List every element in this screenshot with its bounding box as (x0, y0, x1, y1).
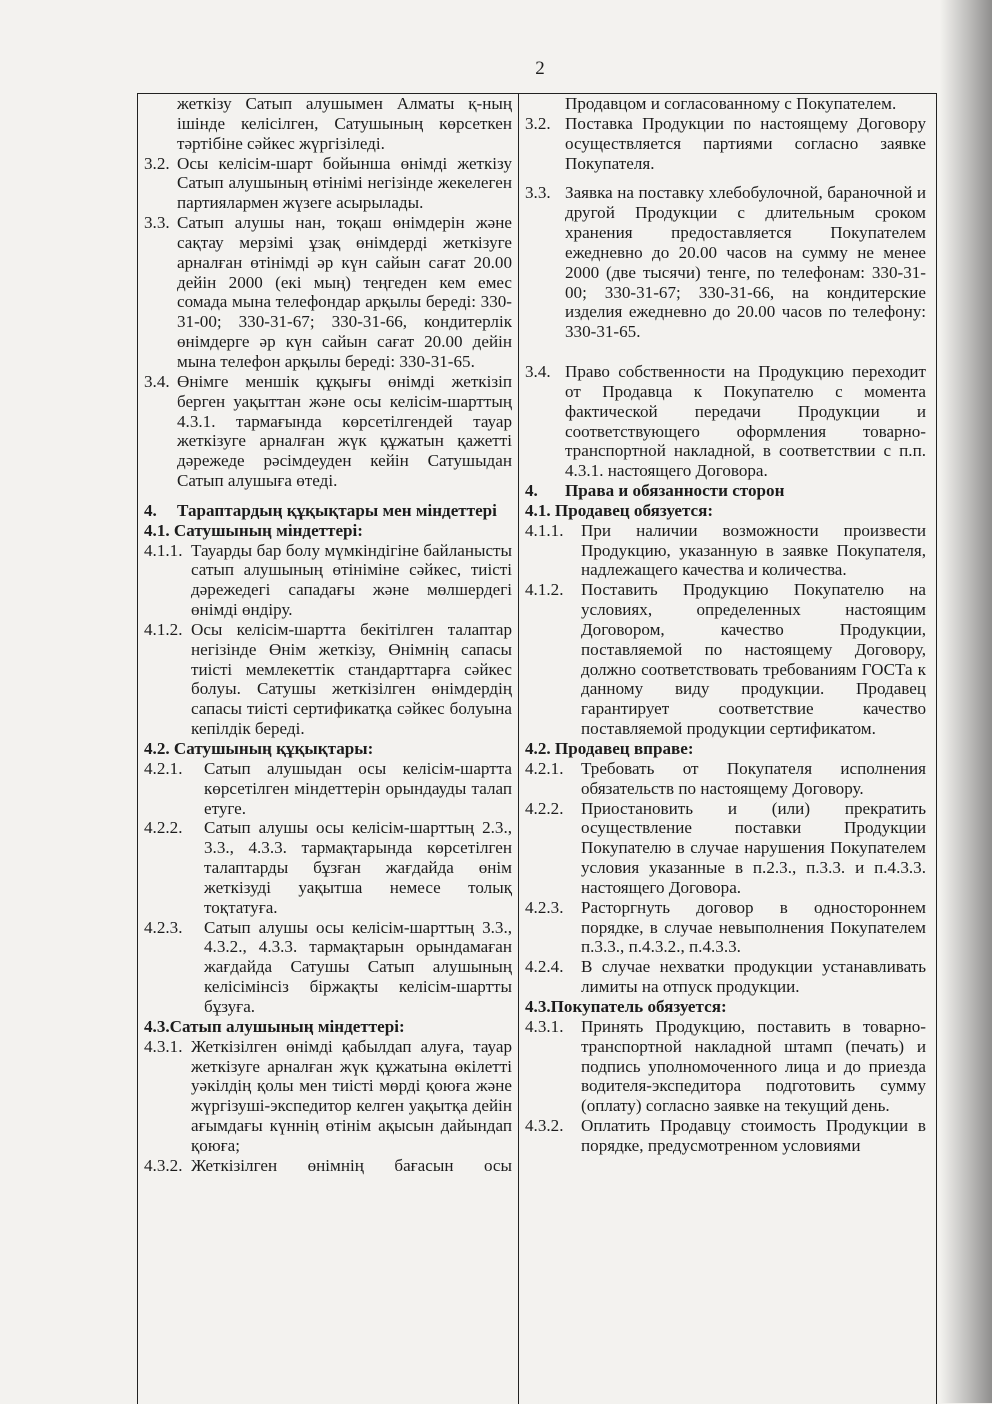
clause-number: 4.2.2. (525, 798, 564, 818)
clause-number: 4.2.1. (144, 758, 183, 778)
section-number: 4. (144, 500, 157, 520)
clause-4-2-3 (525, 898, 926, 958)
clause-text: Право собственности на Продукцию переходит от Продавца к Покупателю с момента фактической передачи Продукции и соответствующего оформления товарно-транспортной накладной, в соответствии с п.п. 4.3.1. настоящего Договора. (565, 361, 926, 481)
clause-text: Оплатить Продавцу стоимость Продукции в порядке, предусмотренном условиями (581, 1116, 926, 1155)
clause-4-1-2 (525, 580, 926, 739)
clause-number: 4.2.2. (144, 818, 183, 838)
clause-4-1-1 (144, 541, 512, 620)
subsection-4-2-heading: 4.2. Продавец вправе: (525, 739, 694, 758)
clause-4-2-2 (144, 818, 512, 917)
clause-4-1-1 (525, 521, 926, 581)
clause-text: Тауарды бар болу мүмкіндігіне байланысты сатып алушының өтініміне сәйкес, тиісті дәрежедегі сападағы және мөлшердегі өнімді өндіру. (191, 540, 512, 620)
clause-4-3-1 (525, 1017, 926, 1116)
subsection-4-3-heading: 4.3.Сатып алушының міндеттері: (144, 1016, 405, 1036)
clause-number: 4.3.1. (525, 1016, 564, 1036)
clause-4-2-3 (144, 918, 512, 1017)
clause-number: 4.1.2. (144, 619, 183, 639)
contract-table (137, 93, 937, 1404)
clause-number: 4.1.1. (525, 520, 564, 540)
right-column-russian (525, 94, 926, 1404)
clause-number: 4.2.3. (144, 917, 183, 937)
clause-text: Принять Продукцию, поставить в товарно-транспортной накладной штамп (печать) и подпись уполномоченного лица и до приезда водителя-экспедитора подготовить сумму (оплату) согласно заявке на текущий день. (581, 1016, 926, 1116)
clause-text: В случае нехватки продукции устанавливать лимиты на отпуск продукции. (581, 957, 926, 997)
section-title: Тараптардың құқықтары мен міндеттері (177, 500, 497, 520)
clause-3-2 (525, 114, 926, 174)
clause-3-2 (144, 154, 512, 214)
clause-text: Сатып алушы осы келісім-шарттың 3.3., 4.3.2., 4.3.3. тармақтарын орындамаған жағдайда Сатушы Сатып алушының келісімінсіз біржақты келісім-шартты бұзуға. (204, 917, 512, 1016)
subsection-4-3-heading: 4.3.Покупатель обязуется: (525, 996, 727, 1016)
left-column-kazakh (144, 94, 512, 1404)
subsection-4-1-heading: 4.1. Продавец обязуется: (525, 500, 714, 520)
clause-4-2-4 (525, 957, 926, 997)
clause-text: Сатып алушы осы келісім-шарттың 2.3., 3.3., 4.3.3. тармақтарында көрсетілген талаптарды бұзған жағдайда өнім жеткізуді уақытша немесе толық тоқтатуға. (204, 818, 512, 917)
section-heading (525, 481, 926, 501)
clause-3-4 (525, 362, 926, 481)
clause-number: 3.2. (525, 113, 551, 133)
clause-number: 3.3. (144, 213, 170, 233)
intro-text: Продавцом и согласованному с Покупателем. (565, 94, 897, 113)
clause-number: 4.3.2. (144, 1155, 183, 1175)
intro-text: жеткізу Сатып алушымен Алматы қ-ның ішінде келісілген, Сатушының көрсеткен тәртібіне сәйкес жүргізіледі. (177, 94, 512, 153)
clause-text: Поставка Продукции по настоящему Договору осуществляется партиями согласно заявке Покупателя. (565, 113, 926, 173)
clause-number: 4.2.3. (525, 897, 564, 917)
clause-number: 4.2.4. (525, 957, 564, 977)
clause-number: 4.1.1. (144, 540, 183, 560)
clause-text: Осы келісім-шарт бойынша өнімді жеткізу Сатып алушының өтінімі негізінде жекелеген партиялармен жүзеге асырылады. (177, 153, 512, 213)
clause-number: 4.3.2. (525, 1116, 564, 1136)
clause-number: 3.3. (525, 183, 551, 203)
clause-number: 3.2. (144, 153, 170, 173)
clause-4-2-2 (525, 799, 926, 898)
clause-3-4 (144, 372, 512, 491)
subsection-4-1-heading: 4.1. Сатушының міндеттері: (144, 520, 363, 540)
column-divider (518, 94, 519, 1404)
list-item (144, 94, 512, 154)
clause-text: Осы келісім-шартта бекітілген талаптар негізінде Өнім жеткізу, Өнімнің сапасы тиісті мемлекеттік стандарттарға сәйкес болуы. Сатушы жеткізілген өнімдердің сапасы тиісті сертификатқа сәйкес болуына кепілдік береді. (191, 619, 512, 739)
clause-text: Жеткізілген өнімнің бағасын осы (191, 1155, 512, 1175)
clause-text: Требовать от Покупателя исполнения обязательств по настоящему Договору. (581, 758, 926, 798)
clause-number: 4.2.1. (525, 758, 564, 778)
clause-4-3-1 (144, 1037, 512, 1156)
clause-3-3 (525, 183, 926, 342)
clause-number: 3.4. (144, 371, 170, 391)
clause-3-3 (144, 213, 512, 372)
clause-number: 3.4. (525, 361, 551, 381)
section-number: 4. (525, 481, 538, 501)
clause-text: Сатып алушыдан осы келісім-шартта көрсетілген міндеттерін орындауды талап етуге. (204, 758, 512, 818)
clause-text: Приостановить и (или) прекратить осуществление поставки Продукции Покупателю в случае нарушения Покупателем условия указанные в п.2.3., п.3.3. и п.4.3.3. настоящего Договора. (581, 798, 926, 897)
subsection-4-2-heading: 4.2. Сатушының құқықтары: (144, 739, 374, 758)
clause-text: Жеткізілген өнімді қабылдап алуға, тауар жеткізуге арналған жүк құжатына өкілетті уәкілдің қолы мен тиісті мөрді қоюға және жүргізуші-экспедитор келген уақытқа дейін ағымдағы күннің өтінім ақысын дайындап қоюға; (191, 1036, 512, 1155)
page-number: 2 (535, 58, 545, 79)
clause-number: 4.1.2. (525, 580, 564, 600)
clause-text: Сатып алушы нан, тоқаш өнімдерін және сақтау мерзімі ұзақ өнімдерді жеткізуге арналған өтінімді әр күн сайын сағат 20.00 дейін 2000 (екі мың) теңгеден кем емес сомада мына телефондар арқылы береді: 330-31-00; 330-31-67; 330-31-66, кондитерлік өнімдерге әр күн сайын сағат 20.00 дейін мына телефон арқылы береді: 330-31-65. (177, 213, 512, 371)
clause-text: Поставить Продукцию Покупателю на условиях, определенных настоящим Договором, качество Продукции, поставляемой по настоящему Договору, должно соответствовать требованиям ГОСТа к данному виду продукции. Продавец гарантирует соответствие качество поставляемой продукции сертификатом. (581, 580, 926, 739)
clause-4-2-1 (525, 759, 926, 799)
clause-4-3-2 (144, 1156, 512, 1176)
clause-4-1-2 (144, 620, 512, 739)
clause-4-2-1 (144, 759, 512, 819)
clause-text: Өнімге меншік құқығы өнімді жеткізіп берген уақыттан және осы келісім-шарттың 4.3.1. тармағында көрсетілгендей тауар жеткізуге арналған жүк құжатын қажетті дәрежеде рәсімдеуден кейін Сатушыдан Сатып алушыға өтеді. (177, 371, 512, 491)
clause-number: 4.3.1. (144, 1036, 183, 1056)
section-title: Права и обязанности сторон (565, 481, 785, 501)
clause-text: При наличии возможности произвести Продукцию, указанную в заявке Покупателя, надлежащего качества и количества. (581, 520, 926, 580)
clause-4-3-2 (525, 1116, 926, 1156)
clause-text: Расторгнуть договор в одностороннем порядке, в случае невыполнения Покупателем п.3.3., п.4.3.2., п.4.3.3. (581, 897, 926, 957)
section-heading (144, 501, 512, 521)
clause-text: Заявка на поставку хлебобулочной, бараночной и другой Продукции с длительным сроком хранения предоставляется Покупателем ежедневно до 20.00 часов на сумму не менее 2000 (две тысячи) тенге, по телефонам: 330-31-00; 330-31-67; 330-31-66, на кондитерские изделия ежедневно до 20.00 часов по телефону: 330-31-65. (565, 183, 926, 342)
scan-edge-shadow (940, 0, 992, 1403)
